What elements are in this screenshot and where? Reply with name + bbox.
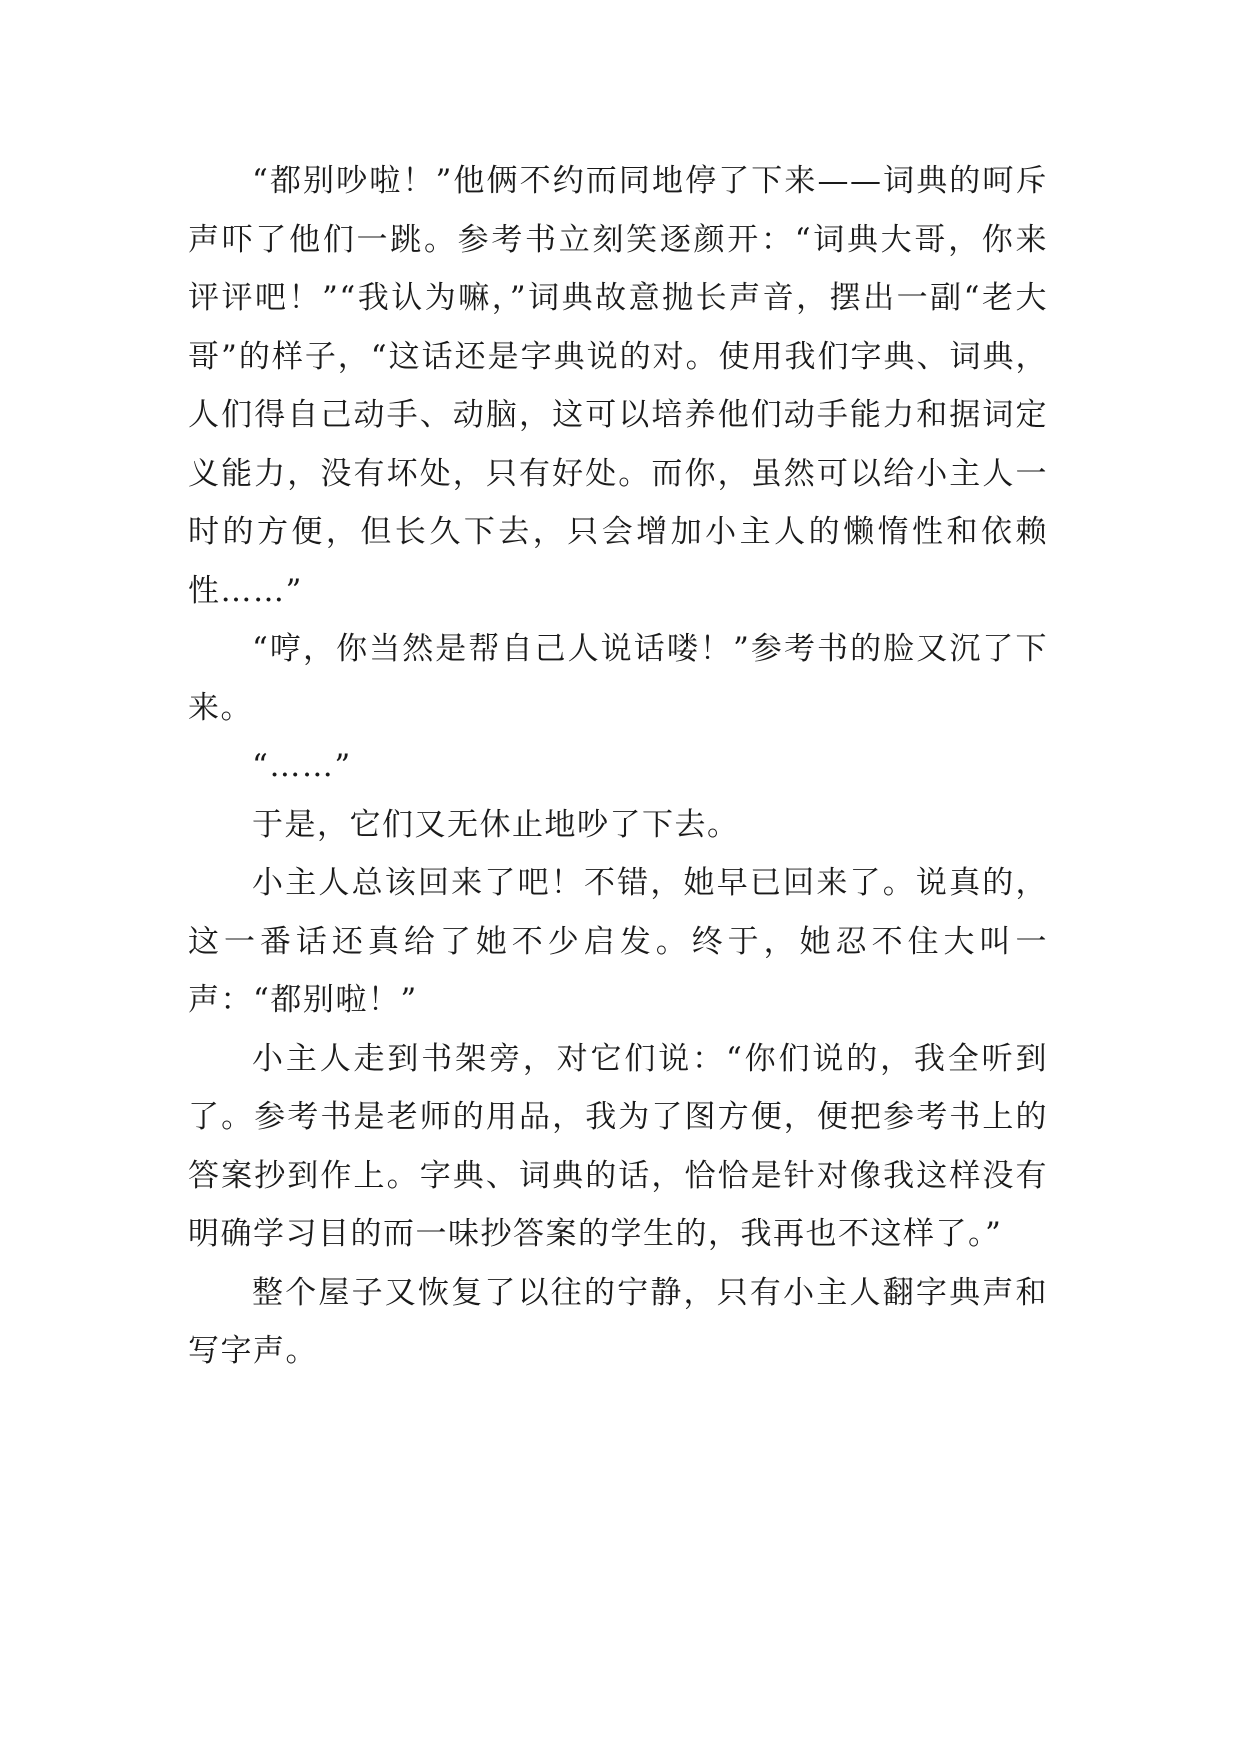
- body-text: [188, 152, 1048, 1381]
- paragraph-1: “都别吵啦！”他俩不约而同地停了下来——词典的呵斥声吓了他们一跳。参考书立刻笑逐颜开：“词典大哥，你来评评吧！”“我认为嘛，”词典故意抛长声音，摆出一副“老大哥”的样子，“这话还是字典说的对。使用我们字典、词典，人们得自己动手、动脑，这可以培养他们动手能力和据词定义能力，没有坏处，只有好处。而你，虽然可以给小主人一时的方便，但长久下去，只会增加小主人的懒惰性和依赖性……”: [188, 163, 1048, 609]
- paragraph-3: “……”: [252, 748, 352, 784]
- paragraph-7: 整个屋子又恢复了以往的宁静，只有小主人翻字典声和写字声。: [188, 1274, 1048, 1369]
- paragraph-6: 小主人走到书架旁，对它们说：“你们说的，我全听到了。参考书是老师的用品，我为了图方便，便把参考书上的答案抄到作上。字典、词典的话，恰恰是针对像我这样没有明确学习目的而一味抄答案的学生的，我再也不这样了。”: [188, 1040, 1048, 1252]
- paragraph-4: 于是，它们又无休止地吵了下去。: [252, 806, 740, 843]
- paragraph-2: “哼，你当然是帮自己人说话喽！”参考书的脸又沉了下来。: [188, 631, 1048, 726]
- paragraph-5: 小主人总该回来了吧！不错，她早已回来了。说真的，这一番话还真给了她不少启发。终于，她忍不住大叫一声：“都别啦！”: [188, 865, 1048, 1018]
